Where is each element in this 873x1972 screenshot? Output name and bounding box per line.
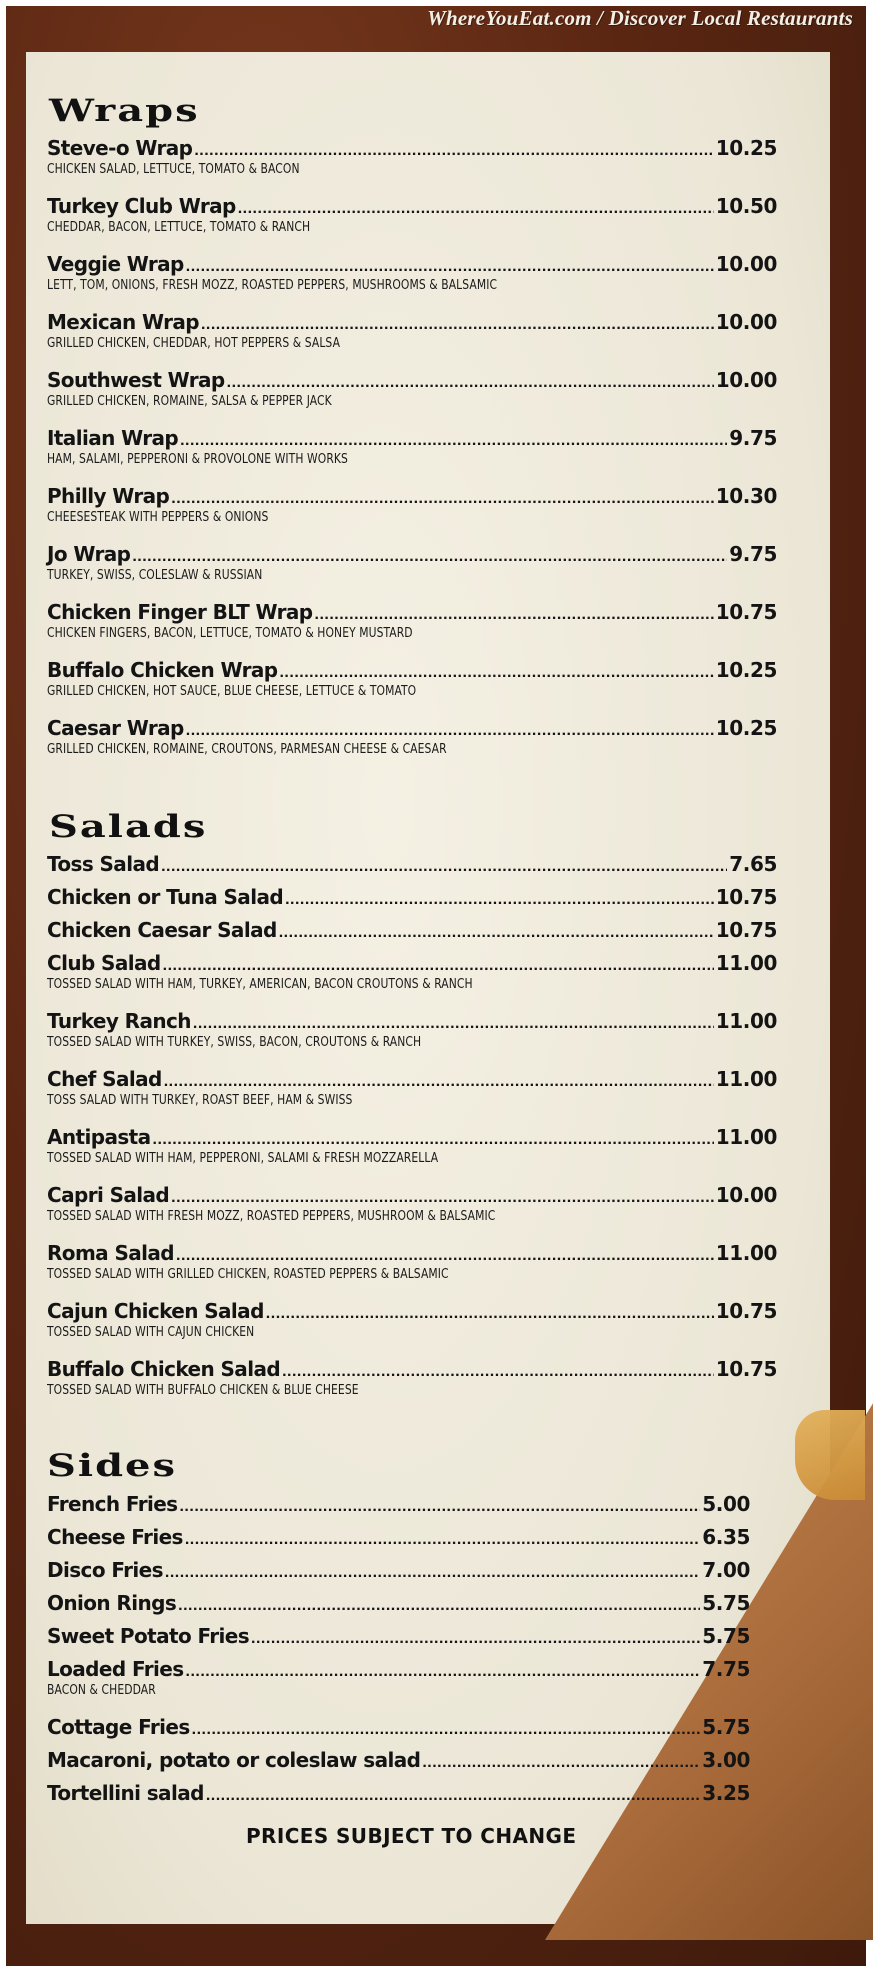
item-description: CHICKEN SALAD, LETTUCE, TOMATO & BACON [47,162,300,177]
item-name: Steve-o Wrap [47,136,193,160]
menu-item [47,1183,777,1224]
menu-item [47,426,777,467]
item-name: Caesar Wrap [47,716,184,740]
menu-item-row [47,1748,750,1772]
item-description: GRILLED CHICKEN, ROMAINE, CROUTONS, PARMESAN CHEESE & CAESAR [47,742,447,757]
item-price: 10.25 [715,136,777,160]
menu-item [47,951,777,992]
menu-item-row [47,1183,777,1207]
menu-item-row [47,1657,750,1681]
item-price: 3.00 [702,1748,750,1772]
item-description: TOSSED SALAD WITH FRESH MOZZ, ROASTED PEPPERS, MUSHROOM & BALSAMIC [47,1209,496,1224]
item-name: Southwest Wrap [47,368,225,392]
item-name: Toss Salad [47,852,160,876]
dot-leader [186,1663,701,1681]
item-price: 11.00 [715,1241,777,1265]
item-name: Tortellini salad [47,1781,204,1805]
item-description: GRILLED CHICKEN, CHEDDAR, HOT PEPPERS & SALSA [47,336,341,351]
menu-item [47,1748,750,1772]
menu-item-row [47,1525,750,1549]
item-price: 10.25 [715,716,777,740]
dot-leader [251,1630,700,1648]
dot-leader [153,1131,714,1149]
menu-item-row [47,658,777,682]
dot-leader [185,1531,700,1549]
dot-leader [163,957,714,975]
menu-item-row [47,136,777,160]
item-name: Sweet Potato Fries [47,1624,250,1648]
menu-item-row [47,252,777,276]
item-price: 10.00 [715,1183,777,1207]
item-description: TURKEY, SWISS, COLESLAW & RUSSIAN [47,568,263,583]
item-price: 10.00 [715,368,777,392]
menu-item [47,1357,777,1398]
menu-item-row [47,1009,777,1033]
dot-leader [186,258,714,276]
item-name: Loaded Fries [47,1657,184,1681]
item-name: Buffalo Chicken Wrap [47,658,278,682]
item-name: Disco Fries [47,1558,163,1582]
dot-leader [186,722,714,740]
menu-item-row [47,1558,750,1582]
menu-item-row [47,600,777,624]
item-name: Chicken or Tuna Salad [47,885,284,909]
item-name: Chicken Caesar Salad [47,918,277,942]
dot-leader [176,1247,714,1265]
item-description: TOSSED SALAD WITH TURKEY, SWISS, BACON, CROUTONS & RANCH [47,1035,422,1050]
item-description: TOSSED SALAD WITH CAJUN CHICKEN [47,1325,255,1340]
item-price: 11.00 [715,1067,777,1091]
item-name: Turkey Ranch [47,1009,191,1033]
item-name: Mexican Wrap [47,310,199,334]
menu-item-row [47,951,777,975]
item-name: Jo Wrap [47,542,131,566]
dot-leader [178,1597,700,1615]
menu-item [47,194,777,235]
menu-item [47,1715,750,1739]
dot-leader [164,1073,714,1091]
item-name: Antipasta [47,1125,151,1149]
item-description: GRILLED CHICKEN, ROMAINE, SALSA & PEPPER JACK [47,394,332,409]
item-price: 9.75 [729,426,777,450]
item-price: 10.75 [715,885,777,909]
section-title-wraps: Wraps [49,92,200,129]
dot-leader [285,891,714,909]
menu-item-row [47,1125,777,1149]
menu-item-row [47,1781,750,1805]
menu-item-row [47,885,777,909]
dot-leader [171,490,713,508]
dot-leader [279,924,714,942]
item-price: 5.75 [702,1624,750,1648]
menu-item-row [47,194,777,218]
dot-leader [132,548,727,566]
item-price: 9.75 [729,542,777,566]
item-name: Roma Salad [47,1241,175,1265]
item-price: 10.50 [715,194,777,218]
menu-item-row [47,426,777,450]
menu-item [47,658,777,699]
item-name: Macaroni, potato or coleslaw salad [47,1748,421,1772]
item-name: Chicken Finger BLT Wrap [47,600,313,624]
dot-leader [279,664,713,682]
section-title-sides: Sides [47,1447,178,1484]
item-description: TOSS SALAD WITH TURKEY, ROAST BEEF, HAM & SWISS [47,1093,353,1108]
item-price: 10.00 [715,252,777,276]
dot-leader [227,374,714,392]
menu-item [47,716,777,757]
dot-leader [171,1189,714,1207]
item-description: BACON & CHEDDAR [47,1683,156,1698]
menu-item-row [47,852,777,876]
item-price: 10.75 [715,1299,777,1323]
item-price: 7.65 [729,852,777,876]
item-name: Cajun Chicken Salad [47,1299,264,1323]
dot-leader [238,200,714,218]
dot-leader [194,142,713,160]
item-description: CHICKEN FINGERS, BACON, LETTUCE, TOMATO & HONEY MUSTARD [47,626,413,641]
menu-item [47,1299,777,1340]
item-price: 10.75 [715,1357,777,1381]
dot-leader [266,1305,714,1323]
item-name: Capri Salad [47,1183,170,1207]
menu-item-row [47,542,777,566]
menu-item [47,1067,777,1108]
menu-item [47,1558,750,1582]
item-description: CHEDDAR, BACON, LETTUCE, TOMATO & RANCH [47,220,311,235]
item-price: 5.75 [702,1715,750,1739]
menu-item-row [47,918,777,942]
menu-item [47,1125,777,1166]
item-price: 11.00 [715,951,777,975]
item-name: Cheese Fries [47,1525,183,1549]
item-description: LETT, TOM, ONIONS, FRESH MOZZ, ROASTED PEPPERS, MUSHROOMS & BALSAMIC [47,278,498,293]
item-description: TOSSED SALAD WITH GRILLED CHICKEN, ROASTED PEPPERS & BALSAMIC [47,1267,449,1282]
item-name: Cottage Fries [47,1715,190,1739]
menu-item [47,1624,750,1648]
item-description: TOSSED SALAD WITH BUFFALO CHICKEN & BLUE CHEESE [47,1383,359,1398]
menu-item [47,852,777,876]
menu-item-row [47,1241,777,1265]
item-price: 10.30 [715,484,777,508]
item-name: Club Salad [47,951,161,975]
fries-image [795,1410,865,1500]
dot-leader [179,1498,700,1516]
item-description: CHEESESTEAK WITH PEPPERS & ONIONS [47,510,269,525]
item-price: 10.75 [715,600,777,624]
menu-item-row [47,1299,777,1323]
menu-item [47,1525,750,1549]
menu-item [47,136,777,177]
menu-item [47,1781,750,1805]
item-price: 10.00 [715,310,777,334]
menu-item-row [47,484,777,508]
menu-item [47,310,777,351]
menu-item-row [47,310,777,334]
item-name: Philly Wrap [47,484,170,508]
dot-leader [201,316,714,334]
item-price: 11.00 [715,1009,777,1033]
item-price: 5.00 [702,1492,750,1516]
menu-item [47,542,777,583]
menu-item-row [47,1067,777,1091]
menu-item [47,1591,750,1615]
item-name: Turkey Club Wrap [47,194,236,218]
item-price: 11.00 [715,1125,777,1149]
dot-leader [192,1721,701,1739]
dot-leader [282,1363,714,1381]
item-price: 7.00 [702,1558,750,1582]
menu-item [47,1657,750,1698]
item-name: Italian Wrap [47,426,179,450]
menu-item-row [47,1715,750,1739]
item-name: French Fries [47,1492,178,1516]
menu-item-row [47,1492,750,1516]
dot-leader [165,1564,700,1582]
dot-leader [161,858,727,876]
menu-item [47,918,777,942]
item-name: Onion Rings [47,1591,177,1615]
menu-item-row [47,1591,750,1615]
menu-item-row [47,1624,750,1648]
menu-item [47,484,777,525]
item-description: TOSSED SALAD WITH HAM, PEPPERONI, SALAMI & FRESH MOZZARELLA [47,1151,439,1166]
item-price: 5.75 [702,1591,750,1615]
menu-item-row [47,368,777,392]
item-name: Chef Salad [47,1067,162,1091]
prices-note: PRICES SUBJECT TO CHANGE [246,1824,577,1848]
menu-item [47,600,777,641]
menu-item [47,1241,777,1282]
menu-item-row [47,716,777,740]
item-price: 10.75 [715,918,777,942]
item-price: 3.25 [702,1781,750,1805]
menu-item [47,368,777,409]
dot-leader [180,432,727,450]
item-price: 10.25 [715,658,777,682]
item-name: Buffalo Chicken Salad [47,1357,281,1381]
menu-item [47,1009,777,1050]
menu-item-row [47,1357,777,1381]
menu-item [47,1492,750,1516]
dot-leader [193,1015,714,1033]
item-description: HAM, SALAMI, PEPPERONI & PROVOLONE WITH WORKS [47,452,348,467]
item-price: 7.75 [702,1657,750,1681]
dot-leader [315,606,714,624]
dot-leader [422,1754,700,1772]
dot-leader [206,1787,700,1805]
item-price: 6.35 [702,1525,750,1549]
item-description: TOSSED SALAD WITH HAM, TURKEY, AMERICAN, BACON CROUTONS & RANCH [47,977,473,992]
site-watermark: WhereYouEat.com / Discover Local Restaurants [427,6,853,30]
section-title-salads: Salads [49,808,208,845]
item-name: Veggie Wrap [47,252,184,276]
item-description: GRILLED CHICKEN, HOT SAUCE, BLUE CHEESE, LETTUCE & TOMATO [47,684,417,699]
menu-item [47,252,777,293]
menu-item [47,885,777,909]
